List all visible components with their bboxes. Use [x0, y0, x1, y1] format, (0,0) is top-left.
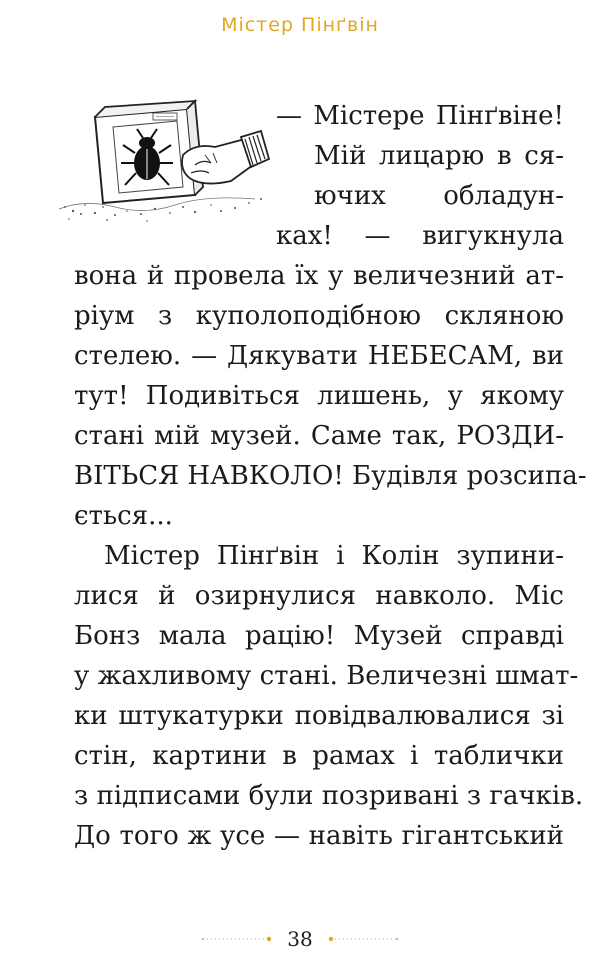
- text-line: — Містере Пінґвіне!: [276, 101, 564, 131]
- text-line: стелею. — Дякувати НЕБЕСАМ, ви: [74, 341, 564, 371]
- text-line: ках! — вигукнула: [276, 221, 564, 251]
- text-line: До того ж усе — навіть гігантський: [74, 821, 564, 851]
- text-line: з підписами були позривані з гачків.: [74, 781, 584, 811]
- text-line: ВІТЬСЯ НАВКОЛО! Будівля розсипа-: [74, 461, 587, 491]
- page-footer: [0, 924, 600, 954]
- text-line: стані мій музей. Саме так, РОЗДИ-: [74, 421, 564, 451]
- text-line: ріум з куполоподібною скляною: [74, 301, 564, 331]
- dotted-ornament-icon: [201, 934, 273, 944]
- wrapped-text-block: [276, 96, 564, 256]
- text-line: у жахливому стані. Величезні шмат-: [74, 661, 579, 691]
- text-line: ючих обладун-: [314, 181, 564, 211]
- text-line: Бонз мала рацію! Музей справді: [74, 621, 564, 651]
- text-line: стін, картини в рамах і таблички: [74, 741, 564, 771]
- paragraph-1: [74, 256, 587, 536]
- text-line: Мій лицарю в ся-: [314, 141, 564, 171]
- beetle-display-case-icon: [55, 95, 275, 225]
- text-line: Містер Пінґвін і Колін зупини-: [104, 541, 564, 571]
- dotted-ornament-icon: [327, 934, 399, 944]
- running-header: Містер Пінґвін: [221, 14, 379, 36]
- text-line: вона й провела їх у величезний ат-: [74, 261, 564, 291]
- page-number: 38: [287, 927, 313, 951]
- paragraph-2: [74, 536, 584, 856]
- text-line: тут! Подивіться лишень, у якому: [74, 381, 564, 411]
- text-line: ки штукатурки повідвалювалися зі: [74, 701, 564, 731]
- text-line: лися й озирнулися навколо. Міс: [74, 581, 564, 611]
- text-line: ється...: [74, 501, 173, 531]
